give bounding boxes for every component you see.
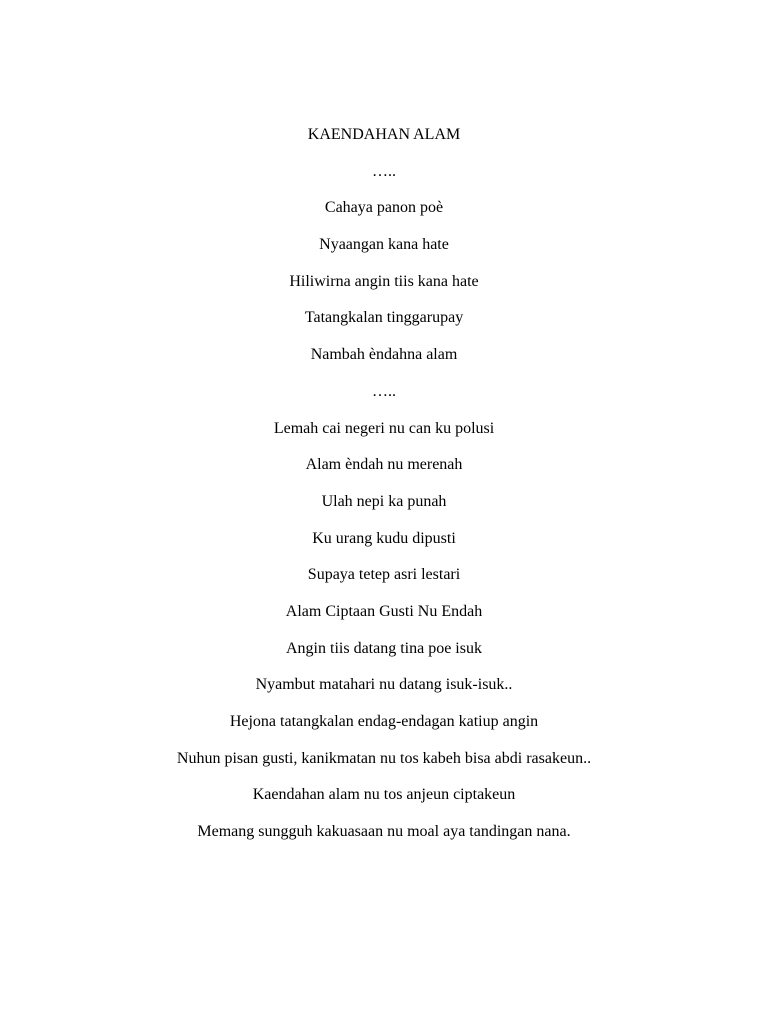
poem-title: KAENDAHAN ALAM: [307, 126, 461, 143]
poem-line: Memang sungguh kakuasaan nu moal aya tandingan nana.: [197, 823, 571, 841]
poem-line: Cahaya panon poè: [324, 199, 444, 217]
poem-line: Supaya tetep asri lestari: [307, 566, 461, 584]
poem-line: Lemah cai negeri nu can ku polusi: [273, 419, 495, 437]
poem-line: Kaendahan alam nu tos anjeun ciptakeun: [252, 786, 516, 804]
poem-line: Ulah nepi ka punah: [321, 492, 447, 510]
poem-line: …..: [372, 382, 396, 400]
poem-line: Nyambut matahari nu datang isuk-isuk..: [255, 676, 513, 694]
poem-line: Nuhun pisan gusti, kanikmatan nu tos kabeh bisa abdi rasakeun..: [176, 749, 592, 767]
poem-line: Nambah èndahna alam: [310, 346, 458, 364]
poem-line: Tatangkalan tinggarupay: [304, 309, 464, 327]
poem: [0, 124, 768, 858]
poem-line: Nyaangan kana hate: [319, 236, 449, 254]
poem-line: …..: [372, 162, 396, 180]
poem-line: Alam èndah nu merenah: [305, 456, 463, 474]
poem-line: Alam Ciptaan Gusti Nu Endah: [285, 602, 483, 620]
poem-line: Hejona tatangkalan endag-endagan katiup angin: [229, 713, 539, 730]
poem-line: Hiliwirna angin tiis kana hate: [289, 272, 479, 290]
poem-line: Angin tiis datang tina poe isuk: [286, 639, 482, 657]
poem-line: Ku urang kudu dipusti: [312, 529, 456, 547]
